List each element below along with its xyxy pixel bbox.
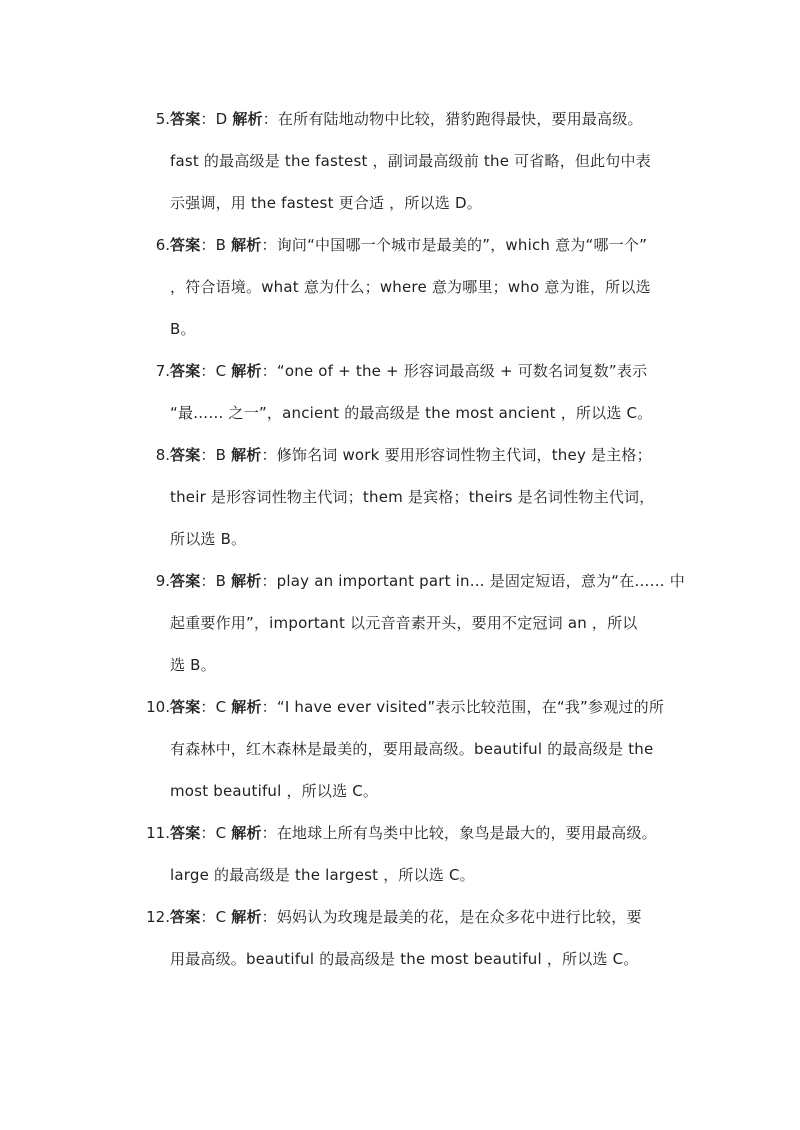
answer-value: ：B xyxy=(200,236,232,254)
explanation-line xyxy=(170,812,657,854)
explanation-line: 选 B。 xyxy=(170,656,216,674)
analysis-label: 解析 xyxy=(231,572,262,590)
explanation-line: 有森林中，红木森林是最美的，要用最高级。beautiful 的最高级是 the xyxy=(170,740,654,758)
explanation-line xyxy=(170,560,685,602)
answer-value: ：D xyxy=(200,110,233,128)
answer-value: ：C xyxy=(200,824,232,842)
analysis-label: 解析 xyxy=(231,446,262,464)
explanation-text: ：“I have ever visited”表示比较范围，在“我”参观过的所 xyxy=(261,698,665,716)
analysis-label: 解析 xyxy=(232,110,263,128)
explanation-line: 所以选 B。 xyxy=(170,530,247,548)
explanation-text: ：修饰名词 work 要用形容词性物主代词，they 是主格； xyxy=(261,446,652,464)
explanation-line xyxy=(170,98,643,140)
explanation-line xyxy=(170,224,647,266)
explanation-line xyxy=(170,434,652,476)
question-number: 11. xyxy=(146,824,170,842)
explanation-text: ：play an important part in... 是固定短语，意为“在…… 中 xyxy=(261,572,685,590)
explanation-line: “最…… 之一”，ancient 的最高级是 the most ancient ，所以选 C。 xyxy=(170,404,653,422)
explanation-text: ：在所有陆地动物中比较，猎豹跑得最快，要用最高级。 xyxy=(262,110,643,128)
explanation-line xyxy=(170,350,647,392)
analysis-label: 解析 xyxy=(231,824,262,842)
question-number: 8. xyxy=(155,446,170,464)
explanation-line: most beautiful ，所以选 C。 xyxy=(170,782,379,800)
answer-value: ：C xyxy=(200,908,232,926)
explanation-line: their 是形容词性物主代词；them 是宾格；theirs 是名词性物主代词， xyxy=(170,488,655,506)
analysis-label: 解析 xyxy=(231,236,262,254)
explanation-line: 示强调，用 the fastest 更合适 ，所以选 D。 xyxy=(170,194,482,212)
question-number: 9. xyxy=(155,572,170,590)
question-number: 10. xyxy=(146,698,170,716)
answer-label: 答案 xyxy=(170,698,201,716)
explanation-text: ：在地球上所有鸟类中比较，象鸟是最大的，要用最高级。 xyxy=(261,824,657,842)
analysis-label: 解析 xyxy=(231,698,262,716)
answer-value: ：C xyxy=(200,698,232,716)
answer-value: ：C xyxy=(200,362,232,380)
analysis-label: 解析 xyxy=(231,362,262,380)
answer-label: 答案 xyxy=(170,362,201,380)
explanation-line: B。 xyxy=(170,320,196,338)
explanation-line: large 的最高级是 the largest ，所以选 C。 xyxy=(170,866,475,884)
question-number: 7. xyxy=(155,362,170,380)
question-number: 12. xyxy=(146,908,170,926)
explanation-line xyxy=(170,896,642,938)
answer-label: 答案 xyxy=(170,446,201,464)
answer-value: ：B xyxy=(200,572,232,590)
answer-label: 答案 xyxy=(170,236,201,254)
answer-label: 答案 xyxy=(170,824,201,842)
explanation-line: ，符合语境。what 意为什么；where 意为哪里；who 意为谁，所以选 xyxy=(170,278,651,296)
explanation-line: 用最高级。beautiful 的最高级是 the most beautiful ，所以选 C。 xyxy=(170,950,639,968)
answer-label: 答案 xyxy=(170,908,201,926)
explanation-text: ：询问“中国哪一个城市是最美的”，which 意为“哪一个” xyxy=(261,236,648,254)
answer-label: 答案 xyxy=(170,110,201,128)
explanation-text: ：“one of + the + 形容词最高级 + 可数名词复数”表示 xyxy=(261,362,648,380)
explanation-text: ：妈妈认为玫瑰是最美的花，是在众多花中进行比较，要 xyxy=(261,908,642,926)
question-number: 5. xyxy=(155,110,170,128)
question-number: 6. xyxy=(155,236,170,254)
answer-label: 答案 xyxy=(170,572,201,590)
analysis-label: 解析 xyxy=(231,908,262,926)
explanation-line: fast 的最高级是 the fastest ，副词最高级前 the 可省略，但此句中表 xyxy=(170,152,651,170)
answer-value: ：B xyxy=(200,446,232,464)
explanation-line: 起重要作用”，important 以元音音素开头，要用不定冠词 an ，所以 xyxy=(170,614,638,632)
explanation-line xyxy=(170,686,664,728)
